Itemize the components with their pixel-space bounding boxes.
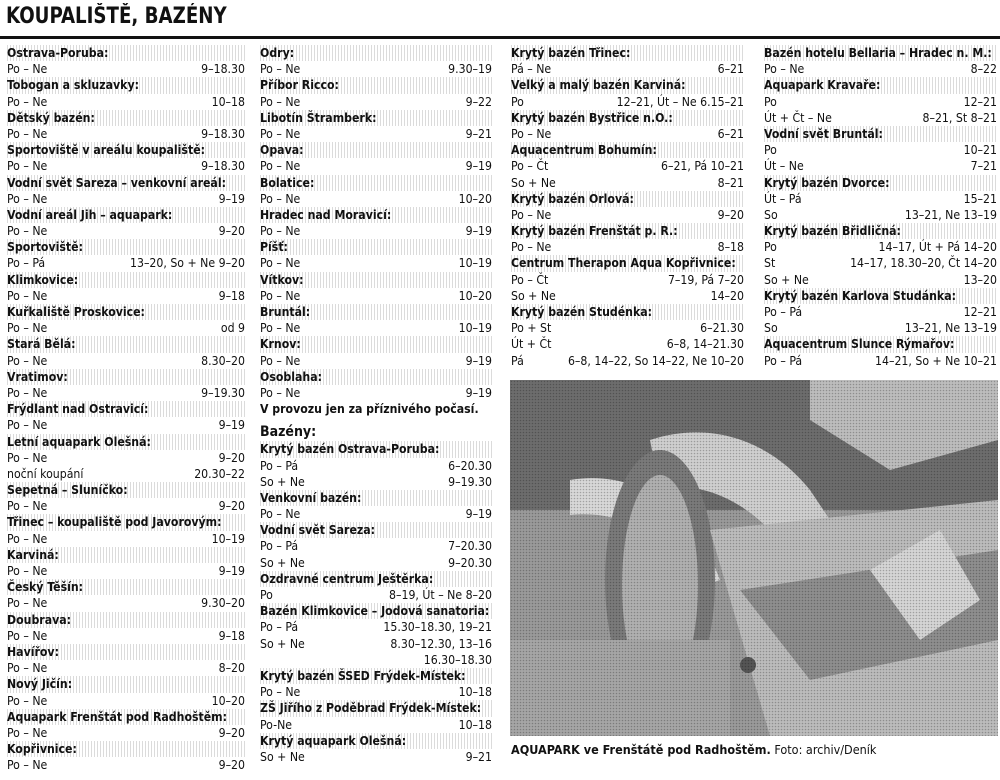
schedule-hours: 10–18 xyxy=(458,685,492,700)
schedule-days: So + Ne xyxy=(764,272,809,287)
schedule-hours: 9–19 xyxy=(465,385,492,400)
schedule-row xyxy=(764,142,997,158)
schedule-days: Po – Ne xyxy=(7,596,48,611)
schedule-row xyxy=(260,538,492,554)
venue-heading: Bazén hotelu Bellaria – Hradec n. M.: xyxy=(764,45,997,61)
column-2 xyxy=(260,45,492,765)
schedule-row xyxy=(764,239,997,255)
aquapark-photo xyxy=(510,380,998,736)
schedule-row xyxy=(260,223,492,239)
schedule-hours: 10–21 xyxy=(963,143,997,158)
venue-heading: Sepetná – Sluníčko: xyxy=(7,482,245,498)
venue-heading: Český Těšín: xyxy=(7,579,245,595)
schedule-row xyxy=(7,320,245,336)
schedule-hours: 9–18 xyxy=(218,628,245,643)
schedule-hours: 8–19, Út – Ne 8–20 xyxy=(389,588,492,602)
schedule-hours: 10–19 xyxy=(458,321,492,336)
schedule-days: Po – Ne xyxy=(7,418,48,433)
venue-heading: Hradec nad Moravicí: xyxy=(260,207,492,223)
schedule-row xyxy=(511,158,744,174)
venue-heading: Ostrava-Poruba: xyxy=(7,45,245,61)
schedule-days: So xyxy=(764,321,778,336)
venue-heading: Osoblaha: xyxy=(260,369,492,385)
schedule-hours: 12–21, Út – Ne 6.15–21 xyxy=(616,94,744,109)
schedule-row xyxy=(260,458,492,474)
schedule-hours: 9–20 xyxy=(218,758,245,773)
schedule-row xyxy=(511,320,744,336)
schedule-days: So + Ne xyxy=(260,636,305,651)
schedule-hours: 12–21 xyxy=(963,94,997,109)
venue-heading: Klimkovice: xyxy=(7,272,245,288)
schedule-row xyxy=(260,320,492,336)
schedule-hours: 9–20 xyxy=(218,499,245,514)
venue-heading: Krytý aquapark Olešná: xyxy=(260,733,492,749)
schedule-days: Út + Čt – Ne xyxy=(764,110,832,125)
schedule-row xyxy=(260,555,492,571)
schedule-row xyxy=(764,320,997,336)
schedule-days: Po – Ne xyxy=(511,240,552,255)
venue-heading: Krytý bazén Třinec: xyxy=(511,45,744,61)
schedule-row xyxy=(511,175,744,191)
schedule-days: Út – Pá xyxy=(764,191,802,206)
schedule-days: Po – Ne xyxy=(260,353,301,368)
schedule-hours: 9.30–20 xyxy=(201,596,245,611)
venue-heading: Příbor Ricco: xyxy=(260,77,492,93)
schedule-hours: 9–18.30 xyxy=(201,159,245,174)
schedule-days: Po – Ne xyxy=(7,159,48,174)
venue-heading: Aquacentrum Slunce Rýmařov: xyxy=(764,336,997,352)
venue-heading: Vodní svět Sareza – venkovní areál: xyxy=(7,175,245,191)
venue-heading: Krytý bazén Orlová: xyxy=(511,191,744,207)
schedule-row xyxy=(511,272,744,288)
schedule-row xyxy=(7,595,245,611)
schedule-hours: 9–20 xyxy=(218,224,245,239)
schedule-hours: 13–20 xyxy=(963,272,997,287)
caption-credit: Foto: archiv/Deník xyxy=(774,742,877,757)
schedule-days: Po – Ne xyxy=(7,531,48,546)
schedule-row xyxy=(7,385,245,401)
schedule-days: So + Ne xyxy=(511,288,556,303)
schedule-days: Po – Ne xyxy=(7,126,48,141)
schedule-days: Po-Ne xyxy=(260,717,293,732)
schedule-row xyxy=(7,660,245,676)
schedule-hours: 6–21, Pá 10–21 xyxy=(660,159,744,174)
schedule-days: Po – Ne xyxy=(7,450,48,465)
schedule-days: noční koupání xyxy=(7,466,84,481)
schedule-days: Po – Ne xyxy=(511,207,552,222)
schedule-hours: 6–8, 14–22, So 14–22, Ne 10–20 xyxy=(567,353,744,368)
schedule-days: Po – Ne xyxy=(7,385,48,400)
schedule-hours: 10–18 xyxy=(458,717,492,732)
venue-heading: Sportoviště: xyxy=(7,239,245,255)
schedule-hours: 15.30–18.30, 19–21 xyxy=(383,620,492,635)
venue-heading: Kopřivnice: xyxy=(7,741,245,757)
schedule-row xyxy=(260,717,492,733)
column-4 xyxy=(764,45,997,369)
venue-heading: Vítkov: xyxy=(260,272,492,288)
schedule-hours: 13–20, So + Ne 9–20 xyxy=(130,256,245,271)
schedule-hours: 9–20 xyxy=(218,725,245,740)
schedule-days: Po xyxy=(764,143,777,158)
schedule-row xyxy=(260,288,492,304)
schedule-row xyxy=(260,636,492,652)
schedule-row xyxy=(7,126,245,142)
schedule-hours: 14–17, Út + Pá 14–20 xyxy=(878,240,997,255)
schedule-hours: 8–22 xyxy=(970,62,997,77)
schedule-row xyxy=(260,749,492,765)
schedule-hours: 8.30–12.30, 13–16 xyxy=(390,636,492,651)
aquapark-photo-image xyxy=(510,380,998,736)
venue-heading: Vodní svět Sareza: xyxy=(260,522,492,538)
schedule-hours: 9–19.30 xyxy=(201,385,245,400)
schedule-row xyxy=(260,619,492,635)
schedule-row xyxy=(511,288,744,304)
schedule-days: Po xyxy=(260,588,273,602)
schedule-days: Po – Čt xyxy=(511,159,549,174)
schedule-row xyxy=(260,158,492,174)
schedule-hours: 8–21 xyxy=(717,175,744,190)
venue-heading: Píšť: xyxy=(260,239,492,255)
schedule-row xyxy=(7,61,245,77)
venue-heading: Velký a malý bazén Karviná: xyxy=(511,77,744,93)
schedule-row xyxy=(764,191,997,207)
schedule-hours: 9–19 xyxy=(218,564,245,578)
schedule-days: Po – Ne xyxy=(7,693,48,708)
schedule-row xyxy=(511,353,744,369)
schedule-row xyxy=(7,725,245,741)
schedule-days: Pá xyxy=(511,353,524,368)
schedule-hours: 8.30–20 xyxy=(201,353,245,368)
schedule-days: Po – Ne xyxy=(7,224,48,239)
schedule-hours: 7–21 xyxy=(970,159,997,174)
schedule-hours: 9–19 xyxy=(465,353,492,368)
venue-heading: Venkovní bazén: xyxy=(260,490,492,506)
venue-heading: Krnov: xyxy=(260,336,492,352)
venue-heading: Bolatice: xyxy=(260,175,492,191)
venue-heading: Krytý bazén Ostrava-Poruba: xyxy=(260,441,492,457)
schedule-row xyxy=(260,353,492,369)
venue-heading: Aquapark Kravaře: xyxy=(764,77,997,93)
venue-heading: Třinec – koupaliště pod Javorovým: xyxy=(7,514,245,530)
schedule-row xyxy=(7,450,245,466)
schedule-days: Po – Ne xyxy=(260,256,301,271)
schedule-hours: 9–21 xyxy=(465,749,492,764)
schedule-days: Po – Ne xyxy=(260,385,301,400)
schedule-row xyxy=(764,110,997,126)
venue-heading: Sportoviště v areálu koupaliště: xyxy=(7,142,245,158)
photo-caption xyxy=(511,742,876,757)
schedule-hours: 6–8, 14–21.30 xyxy=(666,337,744,352)
venue-heading: Havířov: xyxy=(7,644,245,660)
schedule-row xyxy=(260,587,492,603)
schedule-row xyxy=(260,684,492,700)
schedule-days: So + Ne xyxy=(260,749,305,764)
venue-heading: Ozdravné centrum Ještěrka: xyxy=(260,571,492,587)
venue-heading: ZŠ Jiřího z Poděbrad Frýdek-Místek: xyxy=(260,700,492,716)
schedule-row xyxy=(260,255,492,271)
section-heading: Bazény: xyxy=(260,424,317,441)
venue-heading: Letní aquapark Olešná: xyxy=(7,434,245,450)
schedule-row xyxy=(7,223,245,239)
venue-heading: Opava: xyxy=(260,142,492,158)
schedule-row xyxy=(511,61,744,77)
schedule-hours: od 9 xyxy=(220,321,245,336)
schedule-hours: 8–21, St 8–21 xyxy=(922,110,997,125)
schedule-days: Po – Ne xyxy=(7,191,48,206)
schedule-hours: 9–18.30 xyxy=(201,62,245,77)
venue-heading: Krytý bazén Karlova Studánka: xyxy=(764,288,997,304)
column-3 xyxy=(511,45,744,369)
schedule-days: Po – Ne xyxy=(260,159,301,174)
venue-heading: Vodní svět Bruntál: xyxy=(764,126,997,142)
schedule-row xyxy=(764,94,997,110)
schedule-days: So + Ne xyxy=(260,555,305,570)
schedule-row xyxy=(764,304,997,320)
venue-heading: Frýdlant nad Ostravicí: xyxy=(7,401,245,417)
venue-heading: Libotín Štramberk: xyxy=(260,110,492,126)
title-rule xyxy=(0,36,1000,39)
schedule-row xyxy=(7,563,245,579)
schedule-row xyxy=(764,353,997,369)
schedule-days: Po – Ne xyxy=(7,628,48,643)
venue-heading: Krytý bazén ŠSED Frýdek-Místek: xyxy=(260,668,492,684)
schedule-hours: 16.30–18.30 xyxy=(423,652,492,667)
schedule-row xyxy=(7,255,245,271)
schedule-row xyxy=(7,498,245,514)
venue-heading: Krytý bazén Studénka: xyxy=(511,304,744,320)
schedule-days: Po – Pá xyxy=(764,353,803,368)
schedule-row xyxy=(260,506,492,522)
schedule-days: Po – Ne xyxy=(7,758,48,773)
venue-heading: Krytý bazén Bystřice n.O.: xyxy=(511,110,744,126)
venue-heading: Krytý bazén Frenštát p. R.: xyxy=(511,223,744,239)
schedule-row xyxy=(7,693,245,709)
schedule-row xyxy=(764,272,997,288)
schedule-hours: 9–22 xyxy=(465,94,492,109)
schedule-hours: 20.30–22 xyxy=(194,466,245,481)
schedule-row xyxy=(511,126,744,142)
schedule-hours: 8–20 xyxy=(218,661,245,676)
schedule-days: Po – Ne xyxy=(764,62,805,77)
schedule-row xyxy=(511,336,744,352)
schedule-days: Po – Ne xyxy=(7,321,48,336)
venue-heading: Karviná: xyxy=(7,547,245,563)
column-1 xyxy=(7,45,245,773)
venue-heading: Bazén Klimkovice – Jodová sanatoria: xyxy=(260,603,492,619)
schedule-days: So + Ne xyxy=(511,175,556,190)
venue-heading: Centrum Therapon Aqua Kopřivnice: xyxy=(511,255,744,271)
schedule-hours: 15–21 xyxy=(963,191,997,206)
schedule-days: Po – Ne xyxy=(7,62,48,77)
schedule-days: Út – Ne xyxy=(764,159,804,174)
schedule-row xyxy=(260,94,492,110)
schedule-days: Po – Ne xyxy=(7,564,48,578)
schedule-days: Po – Čt xyxy=(511,272,549,287)
schedule-row xyxy=(7,466,245,482)
schedule-row xyxy=(764,61,997,77)
venue-heading: Krytý bazén Břidličná: xyxy=(764,223,997,239)
schedule-row xyxy=(511,207,744,223)
schedule-hours: 9–20.30 xyxy=(448,555,492,570)
schedule-days: Po – Pá xyxy=(260,620,299,635)
schedule-row xyxy=(7,288,245,304)
schedule-row xyxy=(260,652,492,668)
schedule-days: So xyxy=(764,207,778,222)
schedule-days: Po – Ne xyxy=(511,126,552,141)
schedule-hours: 9–18 xyxy=(218,288,245,303)
schedule-row xyxy=(7,158,245,174)
schedule-row xyxy=(511,239,744,255)
schedule-days: Pá – Ne xyxy=(511,62,552,77)
schedule-days: Po xyxy=(764,240,777,255)
caption-text: AQUAPARK ve Frenštátě pod Radhoštěm. xyxy=(511,742,771,757)
schedule-hours: 9–20 xyxy=(218,450,245,465)
schedule-hours: 10–18 xyxy=(211,94,245,109)
schedule-hours: 6–21 xyxy=(717,62,744,77)
schedule-row xyxy=(260,126,492,142)
schedule-days: Po – Ne xyxy=(260,126,301,141)
schedule-hours: 9–20 xyxy=(717,207,744,222)
schedule-days: Po xyxy=(511,94,524,109)
venue-heading: Tobogan a skluzavky: xyxy=(7,77,245,93)
venue-heading: Kuřkaliště Proskovice: xyxy=(7,304,245,320)
schedule-hours: 12–21 xyxy=(963,305,997,319)
schedule-days: Po – Ne xyxy=(7,725,48,740)
schedule-hours: 7–19, Pá 7–20 xyxy=(667,272,744,287)
schedule-row xyxy=(511,94,744,110)
schedule-hours: 9–18.30 xyxy=(201,126,245,141)
schedule-row xyxy=(7,94,245,110)
schedule-days: Po – Ne xyxy=(7,353,48,368)
schedule-days: Po – Ne xyxy=(260,288,301,303)
venue-heading: Dětský bazén: xyxy=(7,110,245,126)
schedule-days: Po – Ne xyxy=(260,321,301,336)
venue-heading: Krytý bazén Dvorce: xyxy=(764,175,997,191)
schedule-row xyxy=(260,385,492,401)
venue-heading: Vratimov: xyxy=(7,369,245,385)
schedule-days: St xyxy=(764,256,776,271)
schedule-days: Po – Ne xyxy=(260,224,301,239)
schedule-row xyxy=(260,61,492,77)
schedule-hours: 9–19.30 xyxy=(448,474,492,489)
schedule-row xyxy=(764,207,997,223)
schedule-days: Po – Ne xyxy=(7,94,48,109)
venue-heading: Doubrava: xyxy=(7,612,245,628)
venue-heading: Aquacentrum Bohumín: xyxy=(511,142,744,158)
venue-heading: Odry: xyxy=(260,45,492,61)
schedule-row xyxy=(260,474,492,490)
note-text: V provozu jen za příznivého počasí. xyxy=(260,402,479,417)
schedule-hours: 10–19 xyxy=(458,256,492,271)
venue-heading: Stará Bělá: xyxy=(7,336,245,352)
schedule-days: Po – Pá xyxy=(7,256,46,271)
schedule-hours: 9–19 xyxy=(218,418,245,433)
schedule-row xyxy=(764,158,997,174)
page-title: KOUPALIŠTĚ, BAZÉNY xyxy=(6,4,227,29)
schedule-hours: 10–20 xyxy=(458,191,492,206)
schedule-days: Po + St xyxy=(511,321,552,336)
schedule-days: Út + Čt xyxy=(511,337,552,352)
schedule-days: Po – Ne xyxy=(260,507,301,522)
schedule-row xyxy=(7,417,245,433)
schedule-hours: 6–20.30 xyxy=(448,458,492,473)
schedule-days: Po – Ne xyxy=(260,62,301,77)
schedule-days: Po – Pá xyxy=(260,458,299,473)
schedule-hours: 10–19 xyxy=(211,531,245,546)
schedule-days: Po – Pá xyxy=(260,539,299,554)
schedule-hours: 6–21.30 xyxy=(700,321,744,336)
schedule-days: Po – Ne xyxy=(260,191,301,206)
schedule-hours: 9–19 xyxy=(218,191,245,206)
schedule-hours: 9–19 xyxy=(465,507,492,522)
venue-heading: Vodní areál Jih – aquapark: xyxy=(7,207,245,223)
schedule-hours: 9–19 xyxy=(465,224,492,239)
venue-heading: Nový Jičín: xyxy=(7,676,245,692)
schedule-days: Po – Ne xyxy=(7,288,48,303)
schedule-days: So + Ne xyxy=(260,474,305,489)
schedule-days: Po – Ne xyxy=(260,685,301,700)
schedule-hours: 7–20.30 xyxy=(448,539,492,554)
schedule-days: Po – Ne xyxy=(260,94,301,109)
schedule-days: Po – Ne xyxy=(7,499,48,514)
schedule-hours: 14–20 xyxy=(710,288,744,303)
schedule-row xyxy=(7,191,245,207)
schedule-days: Po – Pá xyxy=(764,305,803,319)
schedule-hours: 9–21 xyxy=(465,126,492,141)
venue-heading: Aquapark Frenštát pod Radhoštěm: xyxy=(7,709,245,725)
schedule-row xyxy=(7,353,245,369)
schedule-hours: 10–20 xyxy=(458,288,492,303)
schedule-hours: 10–20 xyxy=(211,693,245,708)
schedule-hours: 9–19 xyxy=(465,159,492,174)
schedule-hours: 13–21, Ne 13–19 xyxy=(904,321,997,336)
venue-heading: Bruntál: xyxy=(260,304,492,320)
schedule-hours: 9.30–19 xyxy=(448,62,492,77)
schedule-hours: 14–21, So + Ne 10–21 xyxy=(875,353,997,368)
schedule-days: Po – Ne xyxy=(7,661,48,676)
schedule-row xyxy=(260,191,492,207)
schedule-hours: 8–18 xyxy=(717,240,744,255)
schedule-row xyxy=(764,255,997,271)
schedule-hours: 13–21, Ne 13–19 xyxy=(904,207,997,222)
schedule-days: Po xyxy=(764,94,777,109)
schedule-row xyxy=(7,628,245,644)
schedule-row xyxy=(7,531,245,547)
schedule-row xyxy=(7,757,245,773)
schedule-hours: 14–17, 18.30–20, Čt 14–20 xyxy=(850,256,997,271)
schedule-hours: 6–21 xyxy=(717,126,744,141)
